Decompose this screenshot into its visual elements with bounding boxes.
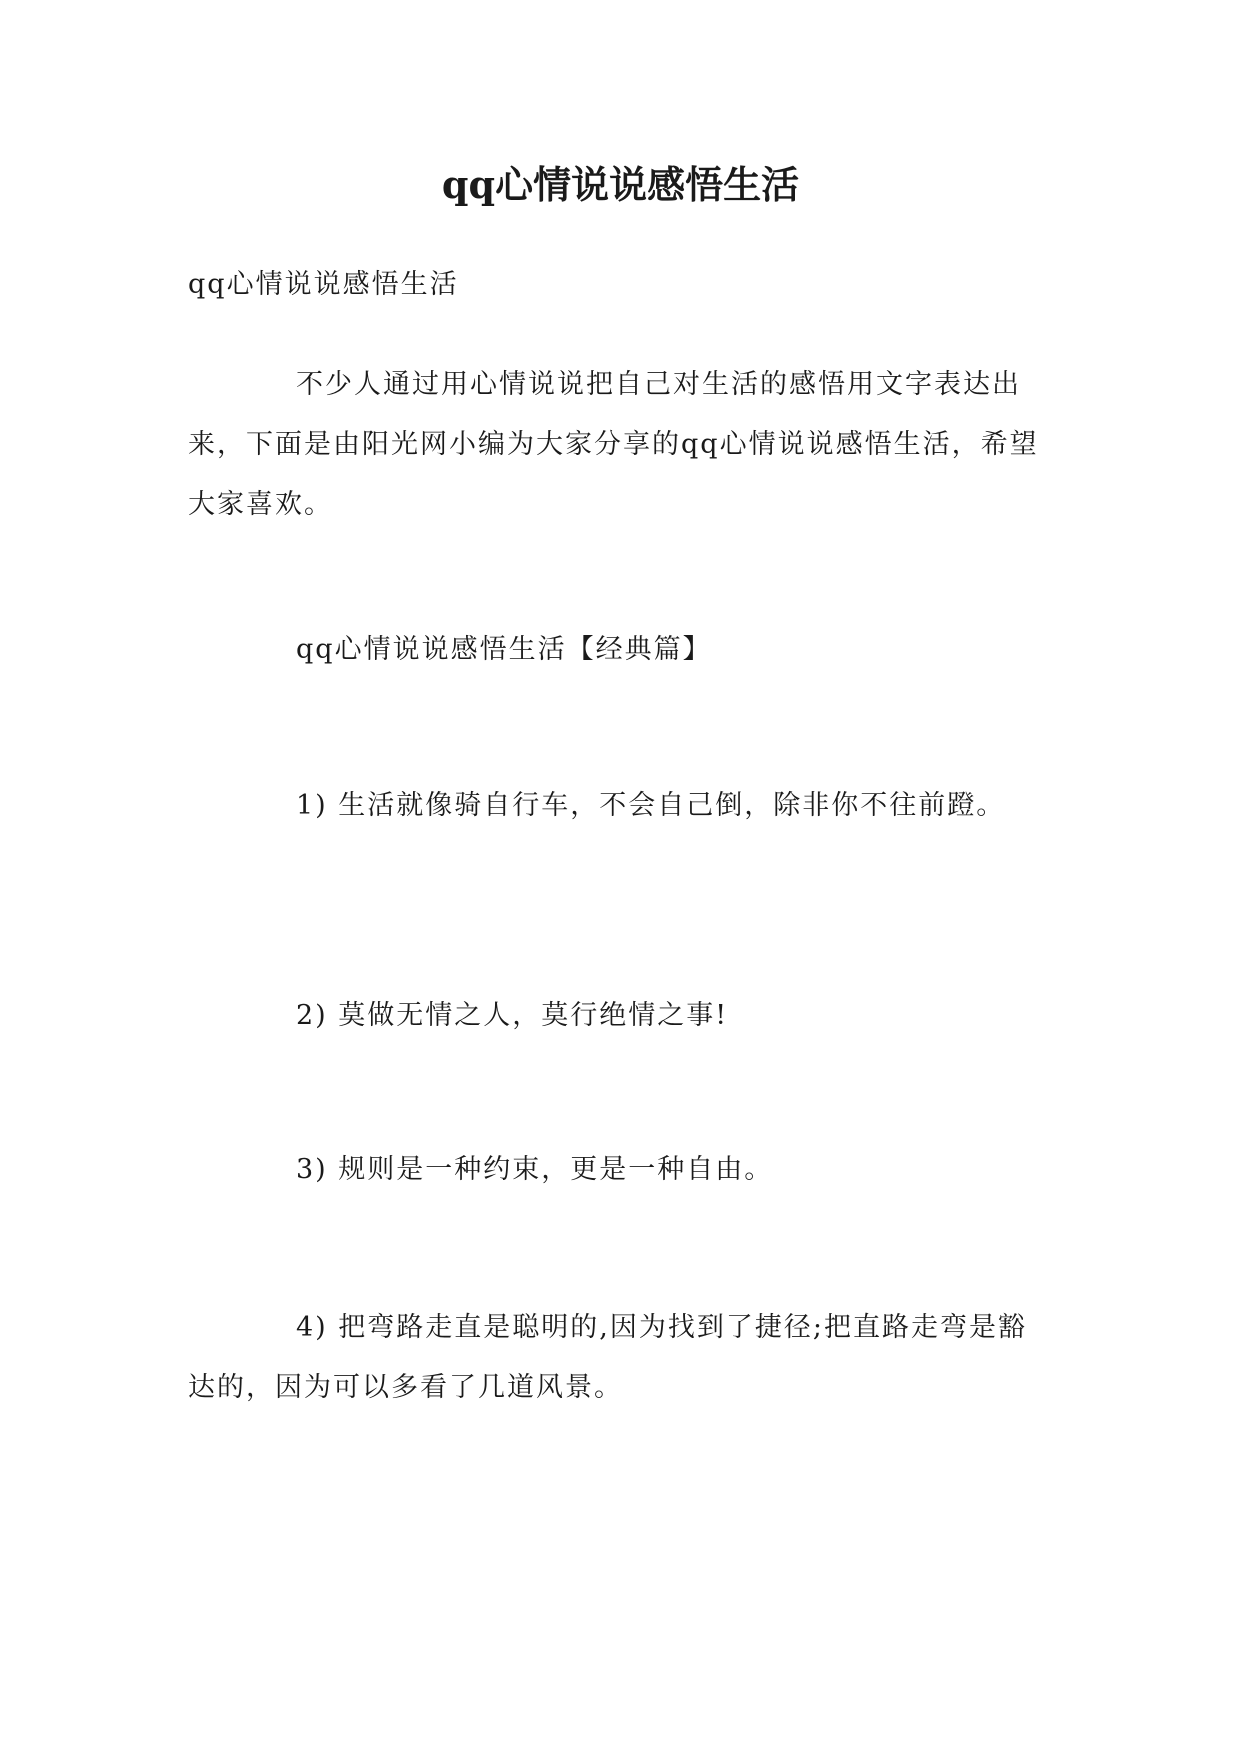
list-item: 4) 把弯路走直是聪明的,因为找到了捷径;把直路走弯是豁达的，因为可以多看了几道风景。 bbox=[188, 1312, 1027, 1403]
list-item: 1) 生活就像骑自行车，不会自己倒，除非你不往前蹬。 bbox=[296, 790, 1006, 821]
intro-paragraph: 不少人通过用心情说说把自己对生活的感悟用文字表达出来，下面是由阳光网小编为大家分享的qq心情说说感悟生活，希望大家喜欢。 bbox=[188, 369, 1039, 520]
list-item: 2) 莫做无情之人，莫行绝情之事! bbox=[296, 1000, 729, 1031]
section-heading: qq心情说说感悟生活【经典篇】 bbox=[296, 634, 712, 665]
document-title: qq心情说说感悟生活 bbox=[441, 162, 800, 207]
document-subtitle: qq心情说说感悟生活 bbox=[188, 269, 459, 300]
list-item: 3) 规则是一种约束，更是一种自由。 bbox=[296, 1154, 774, 1185]
